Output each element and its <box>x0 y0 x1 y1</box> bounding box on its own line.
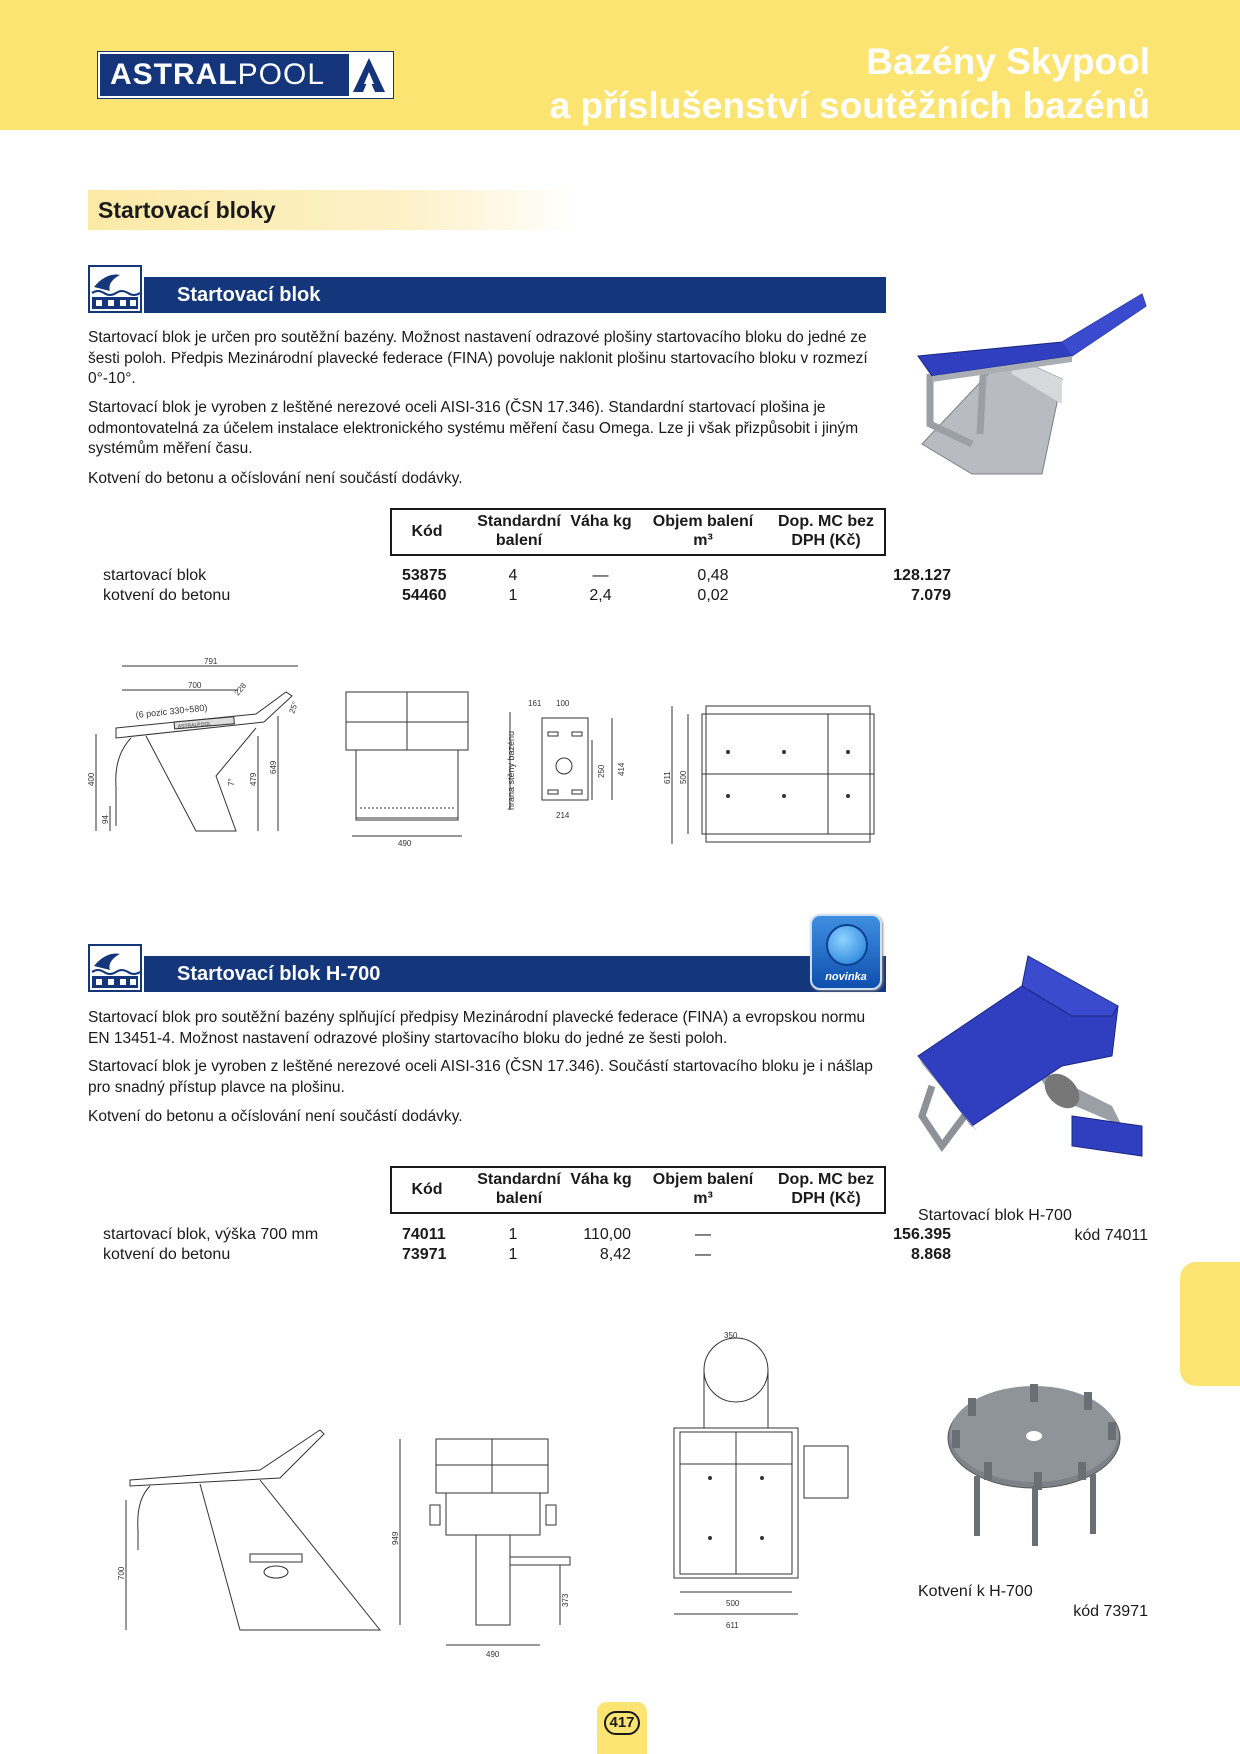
svg-text:228: 228 <box>232 681 249 698</box>
starting-block-photo <box>912 284 1152 474</box>
svg-text:94: 94 <box>101 815 110 824</box>
product1-description-3: Kotvení do betonu a očíslování není součástí dodávky. <box>88 470 463 487</box>
product-bar-startovaci-blok <box>88 277 886 313</box>
technical-drawing-anchor <box>500 690 626 830</box>
svg-text:161: 161 <box>528 699 542 708</box>
novinka-badge: novinka <box>810 914 882 990</box>
table-row: startovací blok 53875 4 — 0,48 128.127 <box>103 567 951 584</box>
svg-text:791: 791 <box>204 657 218 666</box>
svg-text:949: 949 <box>391 1531 400 1545</box>
svg-text:500: 500 <box>679 770 688 784</box>
svg-text:611: 611 <box>663 771 672 784</box>
svg-text:490: 490 <box>398 839 412 848</box>
spec-table-header: Kód Standardní balení Váha kg Objem balení m³ Dop. MC bez DPH (Kč) <box>411 513 874 549</box>
svg-text:214: 214 <box>556 811 570 820</box>
astralpool-logo <box>98 52 393 98</box>
svg-text:479: 479 <box>249 772 258 786</box>
svg-text:490: 490 <box>486 1650 500 1659</box>
table-row: kotvení do betonu 54460 1 2,4 0,02 7.079 <box>103 587 951 604</box>
product2-description-3: Kotvení do betonu a očíslování není součástí dodávky. <box>88 1108 463 1125</box>
section-heading: Startovací bloky <box>88 190 578 230</box>
product-title: Startovací blok <box>144 277 886 313</box>
svg-text:100: 100 <box>556 699 570 708</box>
pool-icon <box>88 944 142 992</box>
technical-drawing-side <box>86 656 326 856</box>
caption-anchor-name: Kotvení k H-700 <box>918 1583 1033 1600</box>
svg-text:25°: 25° <box>287 700 301 715</box>
svg-text:7°: 7° <box>227 778 236 786</box>
chapter-tab <box>1180 1262 1240 1386</box>
svg-text:700: 700 <box>117 1566 126 1580</box>
svg-text:373: 373 <box>561 1593 570 1607</box>
svg-text:(6 pozic 330÷580): (6 pozic 330÷580) <box>135 702 208 720</box>
starting-block-h700-photo <box>912 956 1152 1166</box>
product2-description-1: Startovací blok pro soutěžní bazény splňující předpisy Mezinárodní plavecké federace (FINA) a evropskou normu EN 13451-4. Možnost nastavení odrazové plošiny startovacího bloku do jedné ze šesti poloh. <box>88 1009 866 1047</box>
spec-table-header: Kód Standardní balení Váha kg Objem balení m³ Dop. MC bez DPH (Kč) <box>411 1171 874 1207</box>
product-title: Startovací blok H-700 <box>144 956 886 992</box>
page-title: Bazény Skypool a příslušenství soutěžních bazénů <box>549 41 1150 126</box>
svg-text:250: 250 <box>597 764 606 778</box>
product-bar-startovaci-blok-h700 <box>88 956 886 992</box>
svg-text:649: 649 <box>269 760 278 774</box>
technical-drawing-front <box>340 688 480 848</box>
smiley-icon <box>826 924 868 966</box>
technical-drawing-top <box>660 700 880 850</box>
caption-product-code: kód 74011 <box>1074 1227 1148 1244</box>
page-number: 417 <box>597 1702 647 1754</box>
svg-text:ASTRALPOOL: ASTRALPOOL <box>177 721 212 730</box>
table-row: startovací blok, výška 700 mm 74011 1 110,00 — 156.395 <box>103 1226 951 1243</box>
svg-text:hrana stěny bazénu: hrana stěny bazénu <box>506 730 516 810</box>
caption-anchor-code: kód 73971 <box>1073 1603 1148 1620</box>
product2-description-2: Startovací blok je vyroben z leštěné nerezové oceli AISI-316 (ČSN 17.346). Součástí startovacího bloku je i nášlap pro snadný přístup plavce na plošinu. <box>88 1058 873 1096</box>
svg-text:700: 700 <box>188 681 202 690</box>
svg-text:611: 611 <box>726 1621 739 1630</box>
caption-product-name: Startovací blok H-700 <box>918 1207 1072 1224</box>
svg-text:414: 414 <box>617 762 626 776</box>
pool-icon <box>88 265 142 313</box>
svg-text:350: 350 <box>724 1331 738 1340</box>
table-row: kotvení do betonu 73971 1 8,42 — 8.868 <box>103 1246 951 1263</box>
product1-description-1: Startovací blok je určen pro soutěžní bazény. Možnost nastavení odrazové plošiny startovacího bloku do jedné ze šesti poloh. Předpis Mezinárodní plavecké federace (FINA) povoluje naklonit plošinu startovacího bloku v rozmezí 0°-10°. <box>88 329 868 387</box>
technical-drawing-h700-side <box>110 1420 370 1640</box>
logo-text: ASTRALPOOL <box>110 58 326 91</box>
svg-text:500: 500 <box>726 1599 740 1608</box>
technical-drawing-h700-top <box>664 1328 854 1638</box>
technical-drawing-h700-front <box>390 1435 620 1665</box>
logo-mark-icon <box>347 54 391 96</box>
svg-text:400: 400 <box>87 772 96 786</box>
product1-description-2: Startovací blok je vyroben z leštěné nerezové oceli AISI-316 (ČSN 17.346). Standardní startovací plošina je odmontovatelná za účelem instalace elektronického systému měření času Omega. Lze ji však přizpůsobit i jiným systémům měření času. <box>88 399 859 457</box>
anchor-h700-photo <box>944 1378 1124 1548</box>
